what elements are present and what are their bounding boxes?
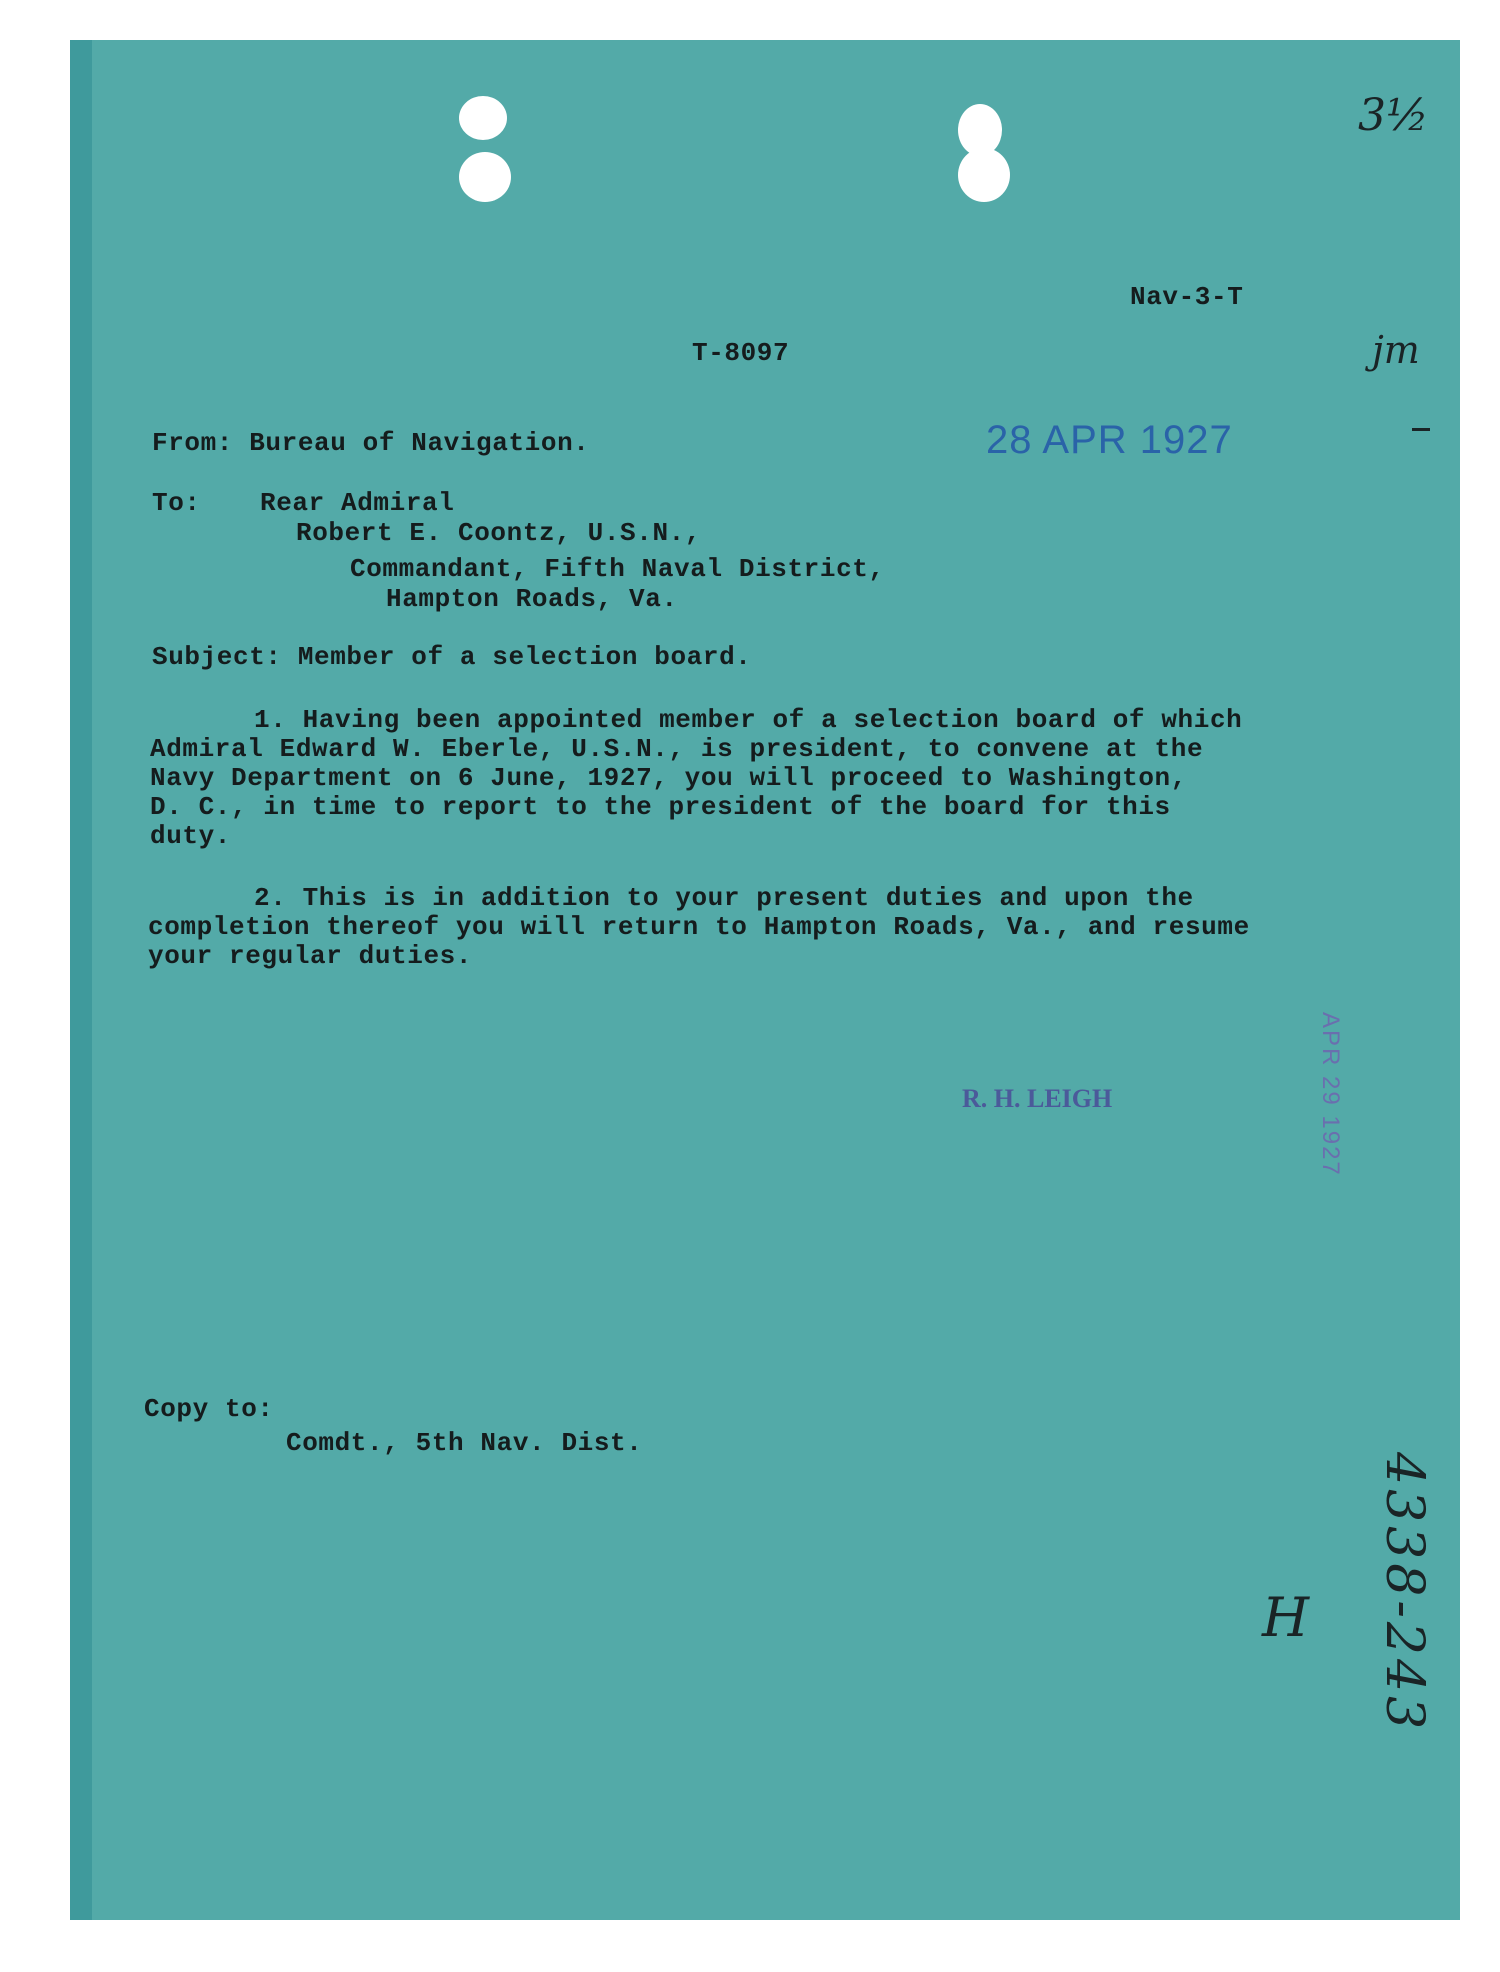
date-stamp: 28 APR 1927 — [986, 418, 1233, 462]
handwritten-page-number: 3½ — [1358, 90, 1429, 141]
received-stamp: APR 29 1927 — [1317, 1012, 1344, 1177]
punch-hole-left-bottom — [459, 152, 511, 202]
to-line-4: Hampton Roads, Va. — [386, 584, 678, 614]
paragraph-1-line-3: Navy Department on 6 June, 1927, you will proceed to Washington, — [150, 763, 1187, 793]
handwritten-file-number: 4338-243 — [1374, 1452, 1434, 1734]
reference-number: T-8097 — [692, 338, 790, 368]
subject-line: Subject: Member of a selection board. — [152, 642, 752, 672]
handwritten-initials: jm — [1372, 328, 1420, 372]
to-label: To: — [152, 488, 201, 518]
punch-hole-left-top — [459, 96, 507, 140]
from-line: From: Bureau of Navigation. — [152, 428, 590, 458]
paragraph-2-line-3: your regular duties. — [148, 941, 473, 971]
paragraph-1-line-2: Admiral Edward W. Eberle, U.S.N., is president, to convene at the — [150, 734, 1204, 764]
paragraph-2-line-2: completion thereof you will return to Hampton Roads, Va., and resume — [148, 912, 1250, 942]
paragraph-1-line-5: duty. — [150, 821, 232, 851]
copy-to-label: Copy to: — [144, 1394, 274, 1424]
to-line-2: Robert E. Coontz, U.S.N., — [296, 518, 702, 548]
document-sheet — [70, 40, 1460, 1920]
sheet-left-edge — [70, 40, 92, 1920]
paragraph-1-line-1: 1. Having been appointed member of a selection board of which — [254, 705, 1243, 735]
to-line-1: Rear Admiral — [260, 488, 455, 518]
punch-hole-right-bottom — [958, 148, 1010, 202]
paragraph-1-line-4: D. C., in time to report to the president of the board for this — [150, 792, 1171, 822]
document-code: Nav-3-T — [1130, 282, 1244, 312]
handwritten-mark: H — [1262, 1586, 1310, 1649]
to-line-3: Commandant, Fifth Naval District, — [350, 554, 885, 584]
margin-dash — [1412, 428, 1430, 431]
copy-to-value: Comdt., 5th Nav. Dist. — [286, 1428, 643, 1458]
paragraph-2-line-1: 2. This is in addition to your present duties and upon the — [254, 883, 1194, 913]
signature-stamp: R. H. LEIGH — [962, 1084, 1113, 1113]
